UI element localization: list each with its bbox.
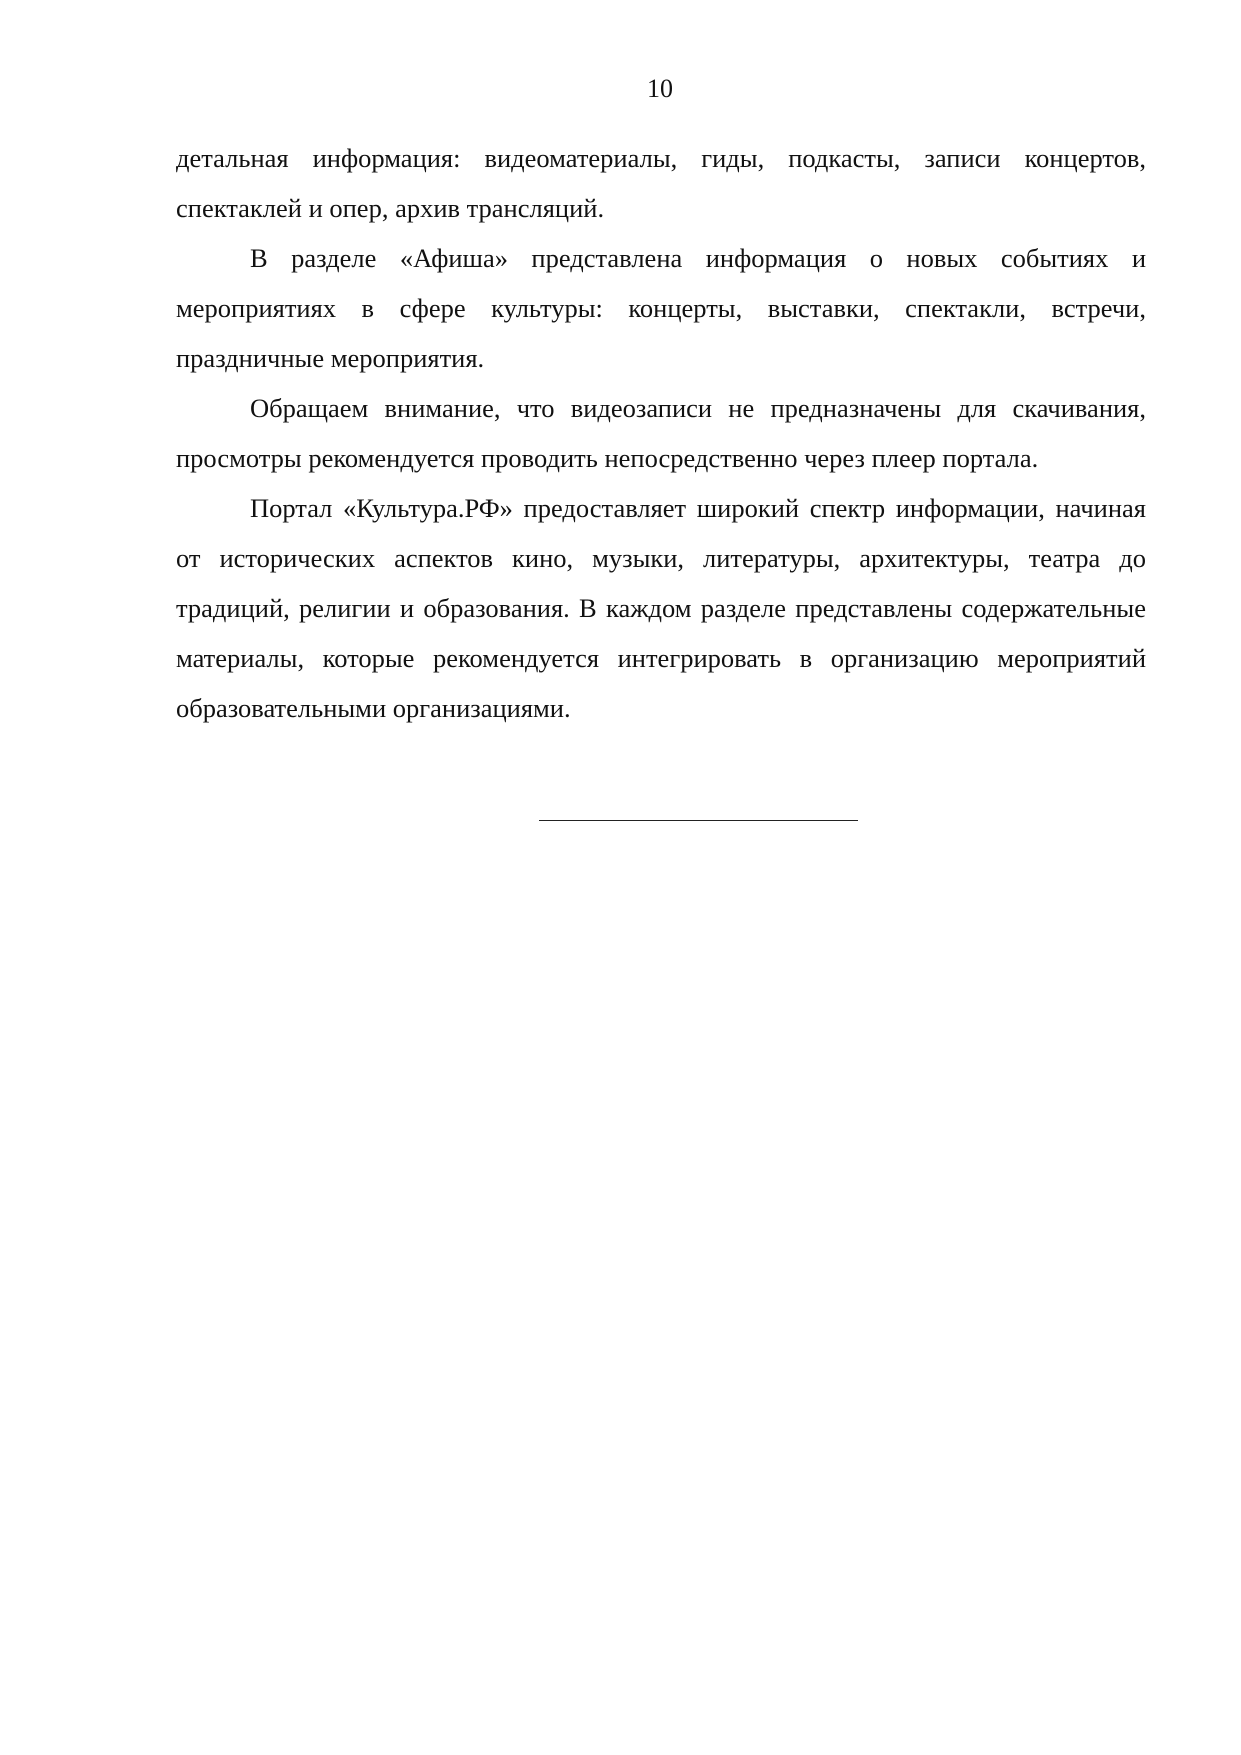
paragraph-continuation: детальная информация: видеоматериалы, гиды, подкасты, записи концертов, спектаклей и опер, архив трансляций. xyxy=(176,143,1146,223)
paragraph-video-notice: Обращаем внимание, что видеозаписи не предназначены для скачивания, просмотры рекомендуется проводить непосредственно через плеер портала. xyxy=(176,393,1146,473)
document-body xyxy=(176,133,1146,733)
paragraph-afisha: В разделе «Афиша» представлена информация о новых событиях и мероприятиях в сфере культуры: концерты, выставки, спектакли, встречи, праздничные мероприятия. xyxy=(176,243,1146,373)
end-of-document-rule xyxy=(539,820,858,821)
paragraph-portal-summary: Портал «Культура.РФ» предоставляет широкий спектр информации, начиная от исторических аспектов кино, музыки, литературы, архитектуры, театра до традиций, религии и образования. В каждом разделе представлены содержательные материалы, которые рекомендуется интегрировать в организацию мероприятий образовательными организациями. xyxy=(176,493,1146,723)
page-number: 10 xyxy=(647,74,673,103)
